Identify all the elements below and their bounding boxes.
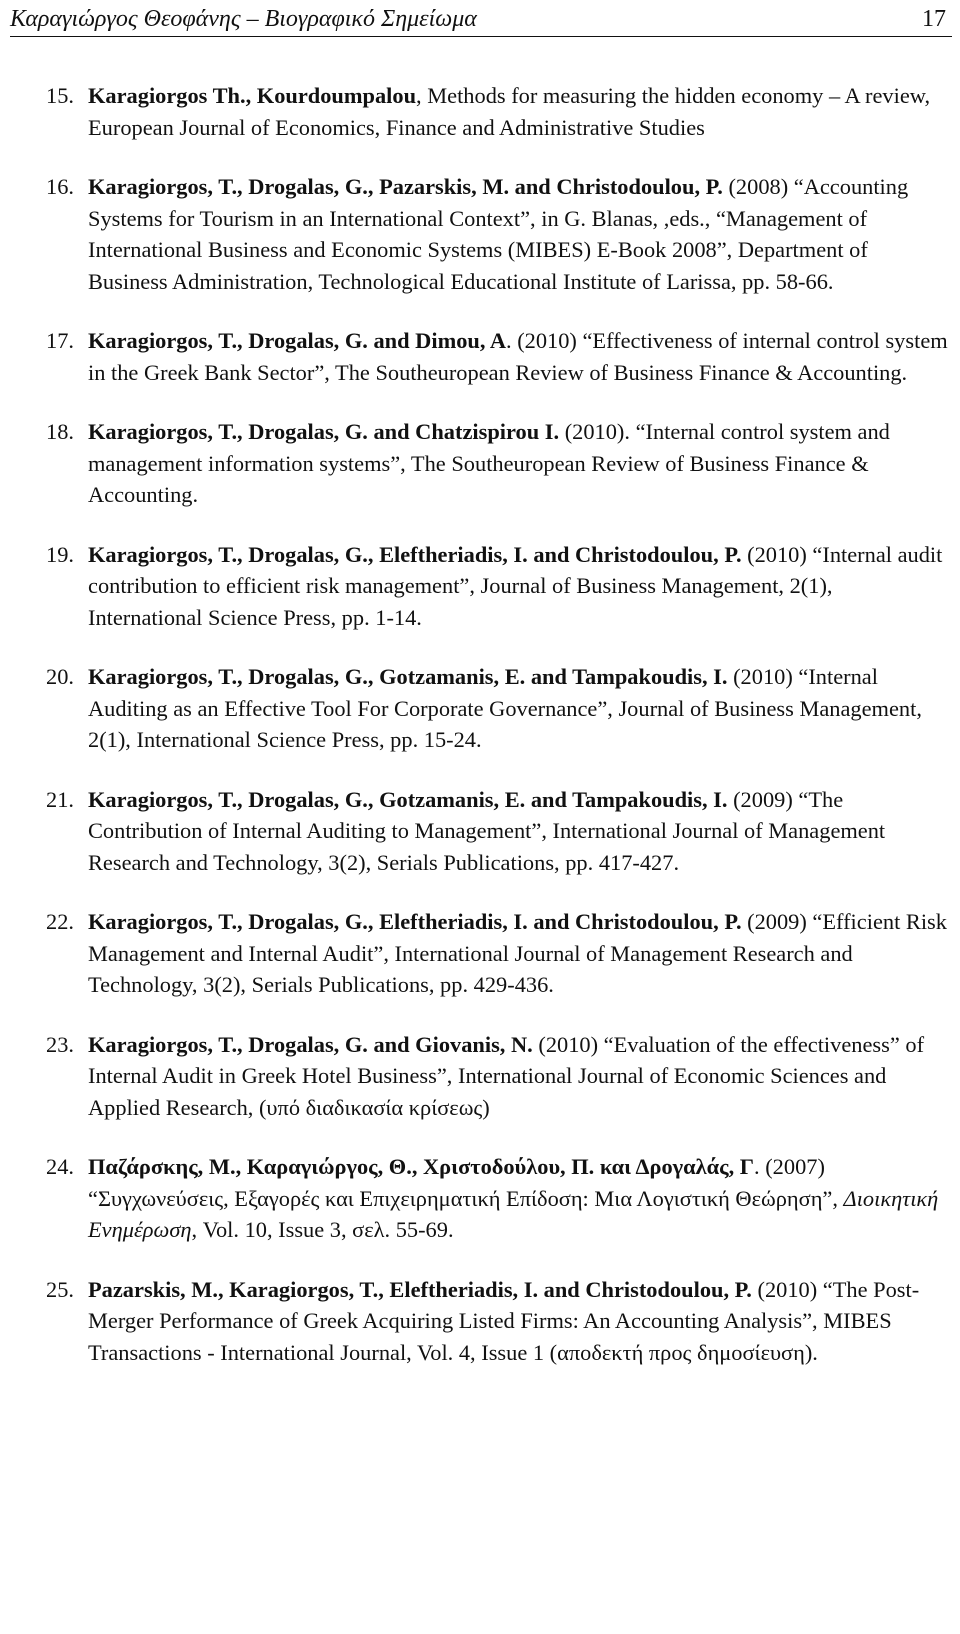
publication-entry-23 [46, 1029, 952, 1124]
entry-text: (2008) “Accounting Systems for Tourism in an International Context”, in G. Blanas, ,eds., “Management of International Business and Economic Systems (MIBES) E-Book 2008”, Department of Business Administration, Technological Educational Institute of Larissa, pp. 58-66. [88, 174, 909, 294]
publication-entry-22 [46, 906, 952, 1001]
header-title: Καραγιώργος Θεοφάνης – Βιογραφικό Σημείωμα [10, 6, 477, 32]
entry-number: 15. [46, 83, 74, 108]
entry-authors: Karagiorgos, T., Drogalas, G. and Chatzispirou I. [88, 419, 560, 444]
entry-number: 21. [46, 786, 74, 812]
entry-authors: Pazarskis, M., Karagiorgos, T., Eleftheriadis, I. and Christodoulou, P. [88, 1276, 752, 1302]
entry-text: (2009) “The Contribution of Internal Auditing to Management”, International Journal of Management Research and Technology, 3(2), Serials Publications, pp. 417-427. [88, 786, 886, 875]
page-number: 17 [922, 6, 946, 32]
entry-journal: Διοικητική Ενημέρωση [88, 1185, 939, 1242]
entry-number: 24. [46, 1154, 74, 1179]
entry-text: . (2007) “Συγχωνεύσεις, Εξαγορές και Επιχειρηματική Επίδοση: Μια Λογιστική Θεώρηση”, [88, 1154, 844, 1211]
entry-number: 16. [46, 174, 74, 199]
entry-authors: Karagiorgos, T., Drogalas, G., Eleftheriadis, I. and Christodoulou, P. [88, 909, 742, 934]
entry-number: 20. [46, 664, 74, 689]
entry-text: (2009) “Efficient Risk Management and Internal Audit”, International Journal of Management Research and Technology, 3(2), Serials Publications, pp. 429-436. [88, 909, 947, 997]
publication-entry-24 [46, 1151, 952, 1246]
entry-text: , Methods for measuring the hidden economy – A review, European Journal of Economics, Finance and Administrative Studies [88, 83, 931, 140]
publication-entry-15 [46, 80, 952, 143]
publication-entry-18 [46, 416, 952, 511]
entry-text: . (2010) “Effectiveness of internal control system in the Greek Bank Sector”, The Southeuropean Review of Business Finance & Accounting. [88, 328, 948, 385]
publication-entry-19 [46, 539, 952, 634]
entry-number: 25. [46, 1276, 74, 1302]
entry-number: 22. [46, 909, 74, 934]
page-header [10, 4, 952, 37]
entry-text: (2010) “The Post-Merger Performance of Greek Acquiring Listed Firms: An Accounting Analysis”, MIBES Transactions - International Journal, Vol. 4, Issue 1 (αποδεκτή προς δημοσίευση). [88, 1276, 920, 1365]
entry-authors: Karagiorgos, T., Drogalas, G. and Dimou, A [88, 328, 506, 353]
entry-text: (2010) “Evaluation of the effectiveness” of Internal Audit in Greek Hotel Business”, International Journal of Economic Sciences and Applied Research, (υπό διαδικασία κρίσεως) [88, 1031, 925, 1120]
publication-entry-21 [46, 784, 952, 879]
entry-number: 19. [46, 541, 74, 567]
publication-entry-20 [46, 661, 952, 756]
entry-text: (2010). “Internal control system and management information systems”, The Southeuropean Review of Business Finance & Accounting. [88, 419, 890, 507]
entry-authors: Karagiorgos, T., Drogalas, G., Gotzamanis, E. and Tampakoudis, I. [88, 664, 728, 689]
entry-authors: Παζάρσκης, Μ., Καραγιώργος, Θ., Χριστοδούλου, Π. και Δρογαλάς, Γ [88, 1154, 755, 1179]
entry-authors: Karagiorgos, T., Drogalas, G., Eleftheriadis, I. and Christodoulou, P. [88, 541, 742, 567]
entry-number: 18. [46, 419, 74, 444]
entry-authors: Karagiorgos, T., Drogalas, G. and Giovanis, N. [88, 1031, 533, 1057]
publication-entry-25 [46, 1274, 952, 1369]
entry-authors: Karagiorgos, T., Drogalas, G., Gotzamanis, E. and Tampakoudis, I. [88, 786, 728, 812]
entry-text: (2010) “Internal Auditing as an Effective Tool For Corporate Governance”, Journal of Business Management, 2(1), International Science Press, pp. 15-24. [88, 664, 922, 752]
entry-tail: , Vol. 10, Issue 3, σελ. 55-69. [191, 1217, 454, 1242]
entry-authors: Karagiorgos Th., Kourdoumpalou [88, 83, 417, 108]
entry-authors: Karagiorgos, T., Drogalas, G., Pazarskis, M. and Christodoulou, P. [88, 174, 723, 199]
entry-number: 17. [46, 328, 74, 353]
publication-entry-16 [46, 171, 952, 297]
publication-list [0, 80, 960, 1396]
entry-number: 23. [46, 1031, 74, 1057]
entry-text: (2010) “Internal audit contribution to efficient risk management”, Journal of Business Management, 2(1), International Science Press, pp. 1-14. [88, 541, 943, 630]
publication-entry-17 [46, 325, 952, 388]
